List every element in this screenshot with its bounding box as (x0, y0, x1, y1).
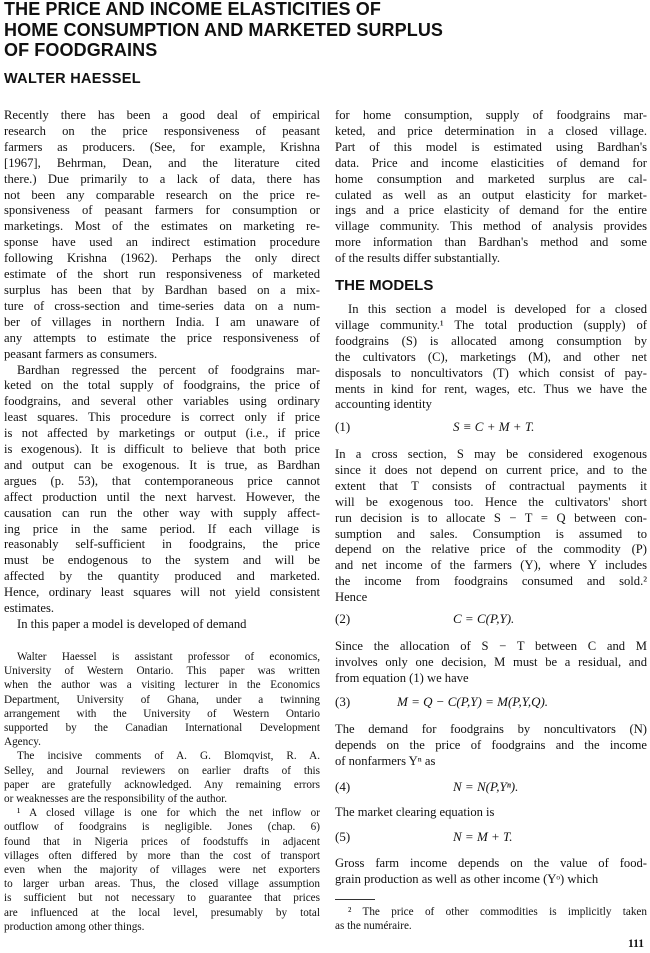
equation-number: (5) (335, 829, 351, 844)
equation-expression: S ≡ C + M + T. (453, 419, 535, 434)
text-line: keted on the total supply of foodgrains, the price of (4, 378, 320, 393)
text-line: depend on the relative price of the commodity (P) (335, 542, 647, 557)
right-footnote (335, 905, 647, 933)
text-line: Hence, ordinary least squares will not yield consistent (4, 585, 320, 600)
text-line: The demand for foodgrains by noncultivators (N) (335, 722, 647, 736)
article-title (4, 0, 644, 61)
text-line: are influenced at the local level, presumably by total (4, 906, 320, 919)
text-line: least squares. This procedure is correct only if price (4, 410, 320, 425)
text-line: reasonably self-sufficient in foodgrains, the price (4, 537, 320, 552)
text-line: any attempts to estimate the price responsiveness of (4, 330, 320, 345)
text-line: is sufficient but not necessary to guarantee that prices (4, 892, 320, 905)
text-line: run decision is to allocate S − T = Q between con- (335, 510, 647, 525)
text-line: In this section a model is developed for a closed (348, 302, 647, 316)
text-line: home consumption and marketed surplus are cal- (335, 171, 647, 186)
text-line: Department, University of Ghana, under a twinning (4, 693, 320, 706)
text-line: or weaknesses are the responsibility of the author. (4, 793, 228, 806)
text-line: arrangement with the University of Western Ontario (4, 707, 320, 720)
text-line: and net income of the farmers (Y), where Y includes (335, 558, 647, 573)
text-line: is exogenous). It is difficult to believe that both price (4, 442, 320, 457)
text-line: causation can run the other way with supply affect- (4, 505, 320, 520)
title-line: HOME CONSUMPTION AND MARKETED SURPLUS (4, 19, 444, 40)
text-line: affect production until the next harvest. However, the (4, 489, 320, 504)
text-line: involves only one decision, M must be a residual, and (335, 654, 647, 669)
text-line: ² The price of other commodities is implicitly taken (348, 906, 647, 918)
text-line: villages often differed by more than the cost of transport (4, 849, 320, 862)
models-paragraph (335, 302, 647, 413)
text-line: Gross farm income depends on the value of food- (335, 856, 647, 870)
text-line: from equation (1) we have (335, 670, 469, 685)
text-line: supported by the Canadian International Development (4, 722, 320, 735)
text-line: research on the price responsiveness of peasant (4, 123, 320, 138)
text-line: as the numéraire. (335, 920, 412, 933)
equation-expression: C = C(P,Y). (453, 611, 515, 626)
demand-paragraph (335, 722, 647, 770)
text-line: estimates. (4, 601, 55, 616)
text-line: surplus has been that by Bardhan based on a mix- (4, 282, 320, 297)
text-line: paper are gratefully acknowledged. Any remaining errors (4, 778, 320, 791)
text-line: affected by the quantity produced and marketed. (4, 569, 320, 584)
text-line: Part of this model is estimated using Bardhan's (335, 139, 647, 154)
text-line: sponsiveness of peasant farmers for consumption or (4, 203, 320, 218)
text-line: village community.¹ The total production (supply) of (335, 317, 647, 332)
page-number: 111 (628, 938, 644, 950)
left-footnotes (4, 650, 320, 934)
text-line: The market clearing equation is (335, 805, 495, 819)
footnote-divider (335, 899, 375, 900)
text-line: disposals to noncultivators (T) which consist of pay- (335, 365, 647, 380)
equation-5 (335, 829, 647, 847)
text-line: following Krishna (1962). Perhaps the only direct (4, 251, 320, 266)
text-line: foodgrains, and several other variables using ordinary (4, 394, 320, 409)
exogeneity-paragraph (335, 447, 647, 606)
text-line: ments in kind for rent, wages, etc. Thus we have the (335, 381, 647, 396)
text-line: peasant farmers as consumers. (4, 346, 158, 361)
equation-4 (335, 779, 647, 797)
text-line: even when the majority of villages were net exporters (4, 864, 320, 877)
title-line: OF FOODGRAINS (4, 40, 158, 60)
text-line: Agency. (4, 736, 41, 749)
text-line: village community. This method of analysis provides (335, 219, 647, 234)
text-line: foodgrains (S) is allocated among consumption by (335, 333, 647, 348)
equation-number: (1) (335, 419, 351, 434)
equation-1 (335, 419, 647, 437)
text-line: and output can be exogenous. It is true, as Bardhan (4, 457, 320, 472)
farm-income-paragraph (335, 856, 647, 888)
text-line: must be endogenous to the system and will be (4, 553, 320, 568)
text-line: argues (p. 53), that contemporaneous price cannot (4, 473, 320, 488)
text-line: the cultivators (C), marketings (M), and other net (335, 349, 647, 364)
text-line: keted, and price determination in a closed village. (335, 123, 647, 138)
text-line: when the author was a visiting lecturer in the Economics (4, 679, 320, 692)
text-line: ¹ A closed village is one for which the net inflow or (17, 807, 320, 820)
text-line: more information than Bardhan's method and some (335, 235, 647, 250)
text-line: farmers as producers. (See, for example, Krishna (4, 139, 320, 154)
text-line: since it does not depend on current price, and to the (335, 462, 647, 477)
text-line: culated as well as an output elasticity for market- (335, 187, 647, 202)
equation-number: (4) (335, 779, 351, 794)
text-line: estimate of the short run responsiveness of marketed (4, 267, 320, 282)
text-line: depends on the price of foodgrains and the income (335, 737, 647, 752)
text-line: Hence (335, 590, 368, 605)
market-clearing-paragraph (335, 805, 647, 821)
equation-expression: N = M + T. (453, 829, 513, 844)
text-line: sponse have used an indirect estimation procedure (4, 235, 320, 250)
text-line: found that in Nigeria prices of foodstuffs in adjacent (4, 835, 320, 848)
text-line: The incisive comments of A. G. Blomqvist, R. A. (17, 750, 320, 763)
text-line: ings and a price elasticity of demand for the entire (335, 203, 647, 218)
text-line: the income from foodgrains consumed and sold.² (335, 574, 647, 589)
text-line: Since the allocation of S − T between C and M (335, 639, 647, 653)
text-line: will be exogenous too. Hence the cultivators' short (335, 494, 647, 509)
text-line: sumption and sales. Consumption is assumed to (335, 526, 647, 541)
text-line: not been any comparable research on the price re- (4, 187, 320, 202)
text-line: University of Western Ontario. This paper was written (4, 665, 320, 678)
equation-expression: M = Q − C(P,Y) = M(P,Y,Q). (397, 694, 549, 709)
text-line: Bardhan regressed the percent of foodgrains mar- (17, 362, 320, 377)
text-line: is not affected by marketings or output (i.e., if price (4, 426, 320, 441)
equation-expression: N = N(P,Yⁿ). (453, 779, 519, 794)
text-line: for home consumption, supply of foodgrains mar- (335, 108, 647, 122)
left-column-body (4, 108, 320, 633)
text-line: extent that T consists of contractual payments it (335, 478, 647, 493)
text-line: marketings. Most of the estimates on marketing re- (4, 219, 320, 234)
text-line: production among other things. (4, 920, 145, 933)
text-line: there.) Due primarily to a lack of data, there has (4, 171, 320, 186)
text-line: accounting identity (335, 397, 432, 412)
author-name: WALTER HAESSEL (4, 71, 141, 87)
text-line: ture of cross-section and time-series data on a num- (4, 298, 320, 313)
equation-2 (335, 611, 647, 629)
text-line: of nonfarmers Yⁿ as (335, 753, 436, 768)
text-line: grain production as well as other income (Yᵒ) which (335, 871, 599, 886)
text-line: Recently there has been a good deal of empirical (4, 108, 320, 122)
text-line: ber of villages in northern India. I am unaware of (4, 314, 320, 329)
text-line: [1967], Behrman, Dean, and the literature cited (4, 155, 320, 170)
title-line: THE PRICE AND INCOME ELASTICITIES OF (4, 0, 381, 19)
right-intro (335, 108, 647, 267)
equation-number: (3) (335, 694, 351, 709)
text-line: data. Price and income elasticities of demand for (335, 155, 647, 170)
text-line: In a cross section, S may be considered exogenous (335, 447, 647, 461)
allocation-paragraph (335, 639, 647, 687)
text-line: of the results differ substantially. (335, 251, 501, 266)
text-line: Selley, and Journal reviewers on earlier drafts of this (4, 764, 320, 777)
section-heading: THE MODELS (335, 277, 434, 294)
text-line: to larger urban areas. Thus, the closed village assumption (4, 878, 320, 891)
equation-3 (335, 694, 647, 712)
text-line: Walter Haessel is assistant professor of economics, (17, 651, 320, 663)
text-line: outflow of foodgrains is negligible. Jones (chap. 6) (4, 821, 320, 834)
text-line: ing price in the same period. If each village is (4, 521, 320, 536)
text-line: In this paper a model is developed of demand (17, 617, 247, 631)
equation-number: (2) (335, 611, 351, 626)
